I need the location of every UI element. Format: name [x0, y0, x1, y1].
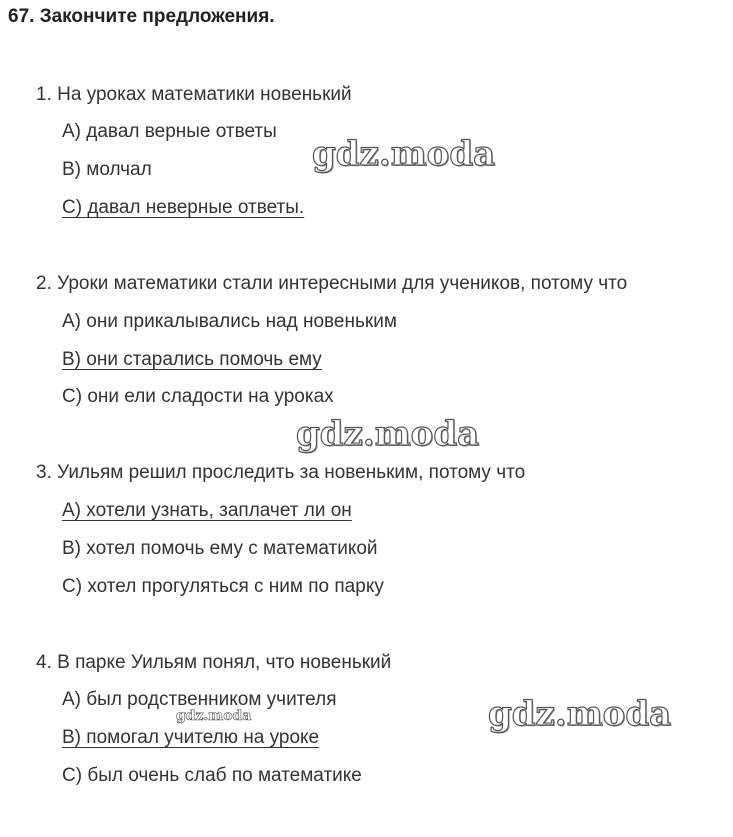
- watermark: gdz.moda: [312, 134, 496, 174]
- question-1: 1. На уроках математики новенький: [36, 84, 352, 105]
- question-4: 4. В парке Уильям понял, что новенький: [36, 652, 392, 673]
- question-1-option-c-correct: C) давал неверные ответы.: [62, 197, 305, 218]
- question-3: 3. Уильям решил проследить за новеньким, потому что: [36, 462, 526, 483]
- question-1-option-a: A) давал верные ответы: [62, 121, 277, 142]
- watermark: gdz.moda: [488, 694, 672, 734]
- question-2-option-c: C) они ели сладости на уроках: [62, 386, 334, 407]
- question-1-option-b: B) молчал: [62, 159, 152, 180]
- watermark: gdz.moda: [176, 708, 252, 724]
- question-2-option-b-correct: B) они старались помочь ему: [62, 349, 322, 370]
- question-3-option-a-correct: A) хотели узнать, заплачет ли он: [62, 500, 352, 521]
- question-4-option-a: A) был родственником учителя: [62, 689, 337, 710]
- exercise-title: 67. Закончите предложения.: [8, 6, 275, 27]
- watermark: gdz.moda: [296, 414, 480, 454]
- question-2: 2. Уроки математики стали интересными для учеников, потому что: [36, 273, 628, 294]
- question-4-option-c: C) был очень слаб по математике: [62, 765, 362, 786]
- question-3-option-b: B) хотел помочь ему с математикой: [62, 538, 378, 559]
- question-4-option-b-correct: B) помогал учителю на уроке: [62, 727, 320, 748]
- question-2-option-a: A) они прикалывались над новеньким: [62, 311, 397, 332]
- question-3-option-c: C) хотел прогуляться с ним по парку: [62, 576, 384, 597]
